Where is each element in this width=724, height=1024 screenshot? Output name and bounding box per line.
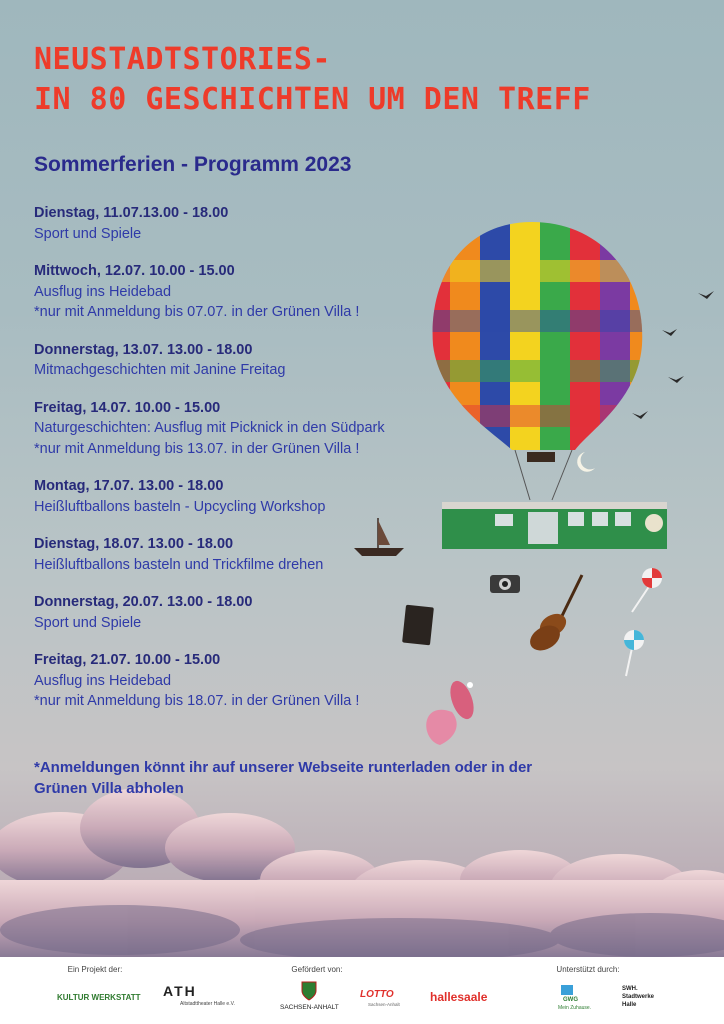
sachsen-anhalt-logo: SACHSEN-ANHALT — [280, 1004, 339, 1011]
event-registration-note: *nur mit Anmeldung bis 07.07. in der Grünen Villa ! — [34, 304, 360, 320]
event-list — [34, 203, 454, 729]
event-description: Ausflug ins Heidebad — [34, 283, 172, 300]
event-date: Dienstag, 11.07.13.00 - 18.00 — [34, 205, 229, 221]
project-group — [60, 965, 130, 974]
event-date: Donnerstag, 13.07. 13.00 - 18.00 — [34, 341, 253, 358]
event-item — [34, 476, 454, 517]
title-line-2: IN 80 GESCHICHTEN UM DEN TREFF — [34, 82, 591, 117]
event-description: Heißluftballons basteln und Trickfilme drehen — [34, 556, 324, 573]
event-date: Montag, 17.07. 13.00 - 18.00 — [34, 478, 224, 494]
event-item — [34, 340, 454, 381]
poster-title — [34, 40, 591, 120]
event-description: Sport und Spiele — [34, 225, 142, 242]
event-registration-note: *nur mit Anmeldung bis 13.07. in der Grünen Villa ! — [34, 440, 360, 457]
gwg-logo: GWG — [563, 997, 578, 1003]
event-description: Naturgeschichten: Ausflug mit Picknick in den Südpark — [34, 420, 385, 436]
coat-of-arms-icon — [301, 981, 317, 1001]
event-description: Sport und Spiele — [34, 614, 142, 631]
event-item — [34, 203, 454, 244]
funded-heading: Gefördert von: — [291, 965, 343, 974]
event-item — [34, 650, 454, 712]
support-group — [548, 965, 628, 974]
event-item — [34, 261, 454, 323]
lotto-logo: LOTTO — [360, 989, 394, 1000]
ath-subtitle: Altstadttheater Halle e.V. — [180, 1001, 235, 1007]
event-description: Mitmachgeschichten mit Janine Freitag — [34, 362, 286, 378]
event-date: Freitag, 14.07. 10.00 - 15.00 — [34, 399, 221, 416]
event-description: Heißluftballons basteln - Upcycling Workshop — [34, 498, 326, 515]
gwg-icon — [561, 985, 573, 995]
event-item — [34, 592, 454, 633]
program-subtitle: Sommerferien - Programm 2023 — [34, 153, 352, 176]
event-date: Dienstag, 18.07. 13.00 - 18.00 — [34, 536, 234, 552]
ath-logo: ATH — [163, 983, 197, 999]
event-date: Mittwoch, 12.07. 10.00 - 15.00 — [34, 263, 235, 279]
event-item — [34, 534, 454, 575]
support-heading: Unterstützt durch: — [556, 965, 620, 974]
event-item — [34, 398, 454, 460]
lotto-subtitle: Sachsen-Anhalt — [368, 1002, 400, 1007]
event-date: Donnerstag, 20.07. 13.00 - 18.00 — [34, 594, 253, 610]
project-heading: Ein Projekt der: — [67, 965, 123, 974]
gwg-subtitle: Mein Zuhause. — [558, 1005, 592, 1011]
registration-note: *Anmeldungen könnt ihr auf unserer Webseite runterladen oder in der Grünen Villa abholen — [34, 759, 533, 797]
kultur-werkstatt-logo: KULTUR WERKSTATT — [57, 993, 141, 1002]
event-description: Ausflug ins Heidebad — [34, 672, 172, 689]
swh-logo: SWH. Stadtwerke Halle — [622, 986, 655, 1008]
sponsor-footer — [0, 957, 724, 1024]
funded-group — [282, 965, 352, 974]
event-registration-note: *nur mit Anmeldung bis 18.07. in der Grünen Villa ! — [34, 693, 360, 709]
title-line-1: NEUSTADTSTORIES- — [34, 42, 331, 77]
event-date: Freitag, 21.07. 10.00 - 15.00 — [34, 652, 221, 668]
hallesaale-logo: hallesaale — [430, 990, 488, 1004]
